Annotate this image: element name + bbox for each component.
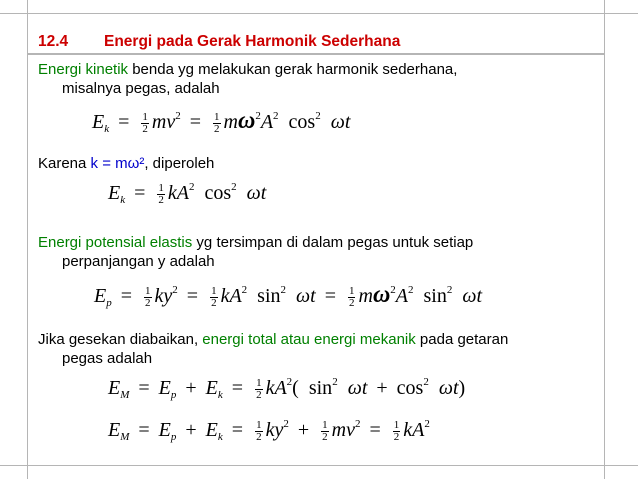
potential-energy-equation: $E_p$ = $\frac{1}{2}$ $ky^2$ = $\frac{1}{2}$ $kA^2$ $\sin^2 \omega t$ = $\frac{1}{2}$ $m\omega^2A^2$ $\sin^2 \omega t$ [94, 282, 483, 309]
potential-energy-text-line1: yg tersimpan di dalam pegas untuk setiap [192, 234, 474, 251]
total-energy-equation-1: $E_M = E_p + E_k$ = $\frac{1}{2}$ $kA^2$( $\sin^2 \omega t + \cos^2 \omega t$) [108, 376, 466, 401]
k-relation: k = mω² [90, 155, 145, 172]
kinetic-energy-text-line2: misalnya pegas, adalah [62, 80, 220, 97]
potential-energy-term: Energi potensial elastis [38, 234, 193, 251]
bottom-border [0, 465, 638, 466]
kinetic-energy-equation: $E_k$ = $\frac{1}{2}$ $mv^2$ = $\frac{1}{2}$ $m\omega^2A^2$ $\cos^2 \omega t$ [92, 108, 351, 135]
potential-energy-text-line2: perpanjangan y adalah [62, 253, 215, 270]
mechanical-energy-text-line2: pegas adalah [62, 350, 153, 367]
mechanical-energy-prefix: Jika gesekan diabaikan, [38, 331, 203, 348]
right-border [604, 0, 605, 479]
mechanical-energy-text-line1: pada getaran [415, 331, 509, 348]
left-border [27, 0, 28, 479]
kinetic-energy-text-line1: benda yg melakukan gerak harmonik sederhana, [128, 61, 458, 78]
slide-title [38, 33, 400, 51]
kinetic-energy-term: Energi kinetik [38, 61, 129, 78]
section-title: Energi pada Gerak Harmonik Sederhana [104, 33, 401, 50]
substitution-prefix: Karena [38, 155, 91, 172]
mechanical-energy-intro [38, 330, 508, 368]
total-energy-equation-2: $E_M = E_p + E_k$ = $\frac{1}{2}$ $ky^2$ + $\frac{1}{2}$ $mv^2$ = $\frac{1}{2}$ $kA^2$ [108, 418, 430, 443]
top-border [0, 13, 638, 14]
title-underline [27, 53, 604, 55]
potential-energy-intro [38, 233, 473, 271]
section-number: 12.4 [38, 33, 69, 50]
substitution-suffix: , diperoleh [144, 155, 215, 172]
kinetic-energy-simplified-equation: $E_k$ = $\frac{1}{2}$ $kA^2$ $\cos^2 \omega t$ [108, 181, 267, 206]
substitution-line [38, 154, 214, 173]
kinetic-energy-intro [38, 60, 457, 98]
mechanical-energy-term: energi total atau energi mekanik [202, 331, 416, 348]
